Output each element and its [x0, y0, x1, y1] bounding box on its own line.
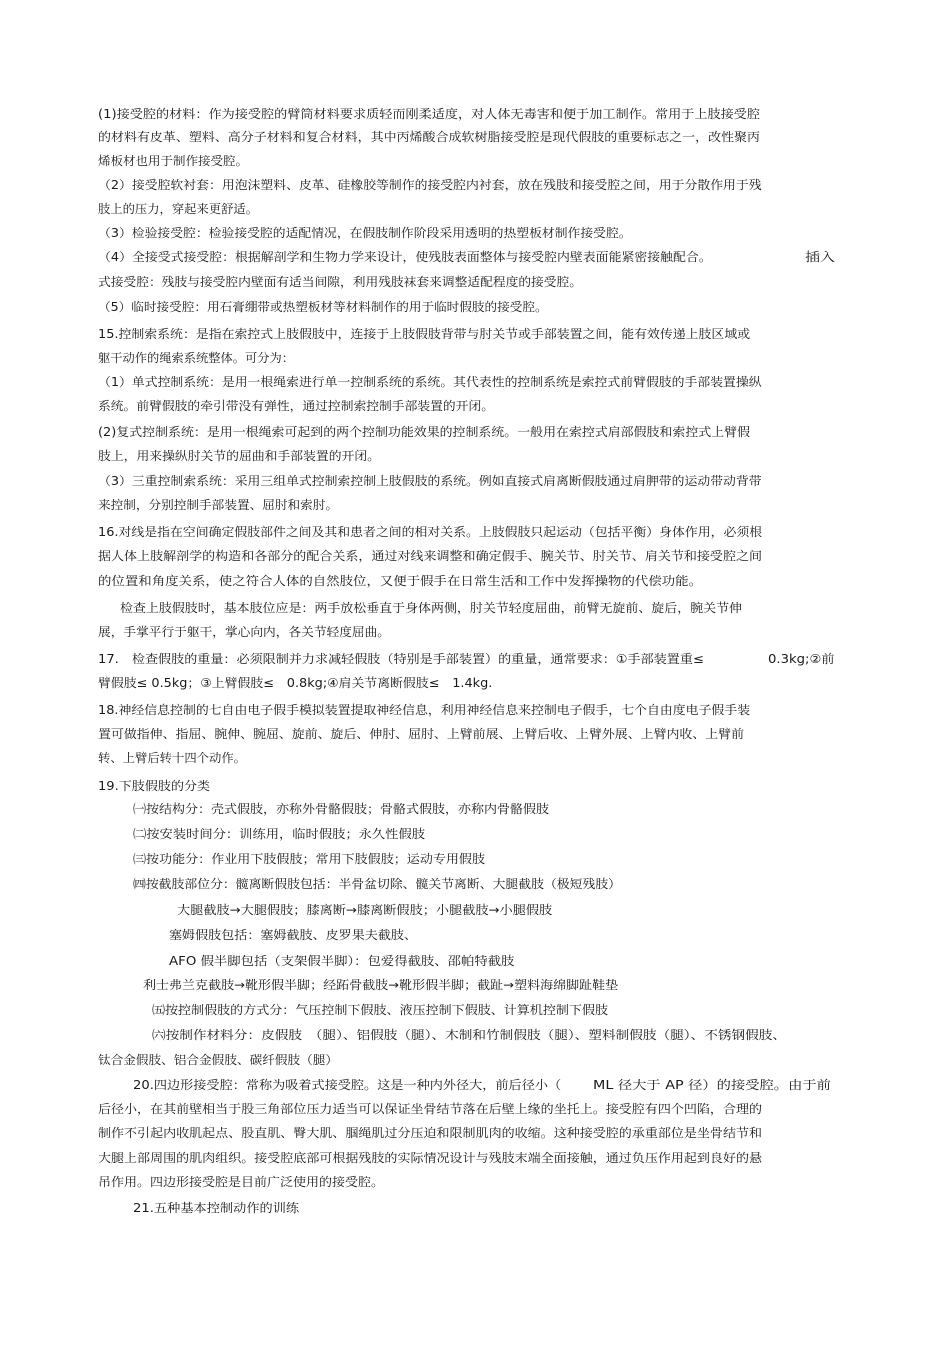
text-line-12: 躯干动作的绳索系统整体。可分为： [98, 351, 295, 365]
text-line-8: 插入 [805, 250, 836, 264]
text-line-35: 大腿截肢→大腿假肢；膝离断→膝离断假肢；小腿截肢→小腿假肢 [177, 903, 553, 917]
text-line-33: ㈢按功能分：作业用下肢假肢；常用下肢假肢；运动专用假肢 [133, 852, 486, 866]
text-line-41: 钛合金假肢、铝合金假肢、碳纤假肢（腿） [98, 1053, 339, 1067]
text-line-47: 吊作用。四边形接受腔是目前广泛使用的接受腔。 [98, 1175, 385, 1189]
text-line-16: 肢上，用来操纵肘关节的屈曲和手部装置的开闭。 [98, 449, 381, 463]
text-line-38: 利士弗兰克截肢→靴形假半脚；经跖骨截肢→靴形假半脚；截趾→塑料海绵脚趾鞋垫 [143, 978, 619, 992]
text-line-25: 0.3kg;②前 [768, 652, 835, 666]
text-line-45: 制作不引起内收肌起点、股直肌、臀大肌、腘绳肌过分压迫和限制肌肉的收缩。这种接受腔的承重部位是坐骨结节和 [98, 1126, 763, 1140]
text-line-3: 烯板材也用于制作接受腔。 [98, 154, 249, 168]
text-line-39: ㈤按控制假肢的方式分：气压控制下假肢、液压控制下假肢、计算机控制下假肢 [152, 1003, 609, 1017]
text-line-6: （3）检验接受腔：检验接受腔的适配情况，在假肢制作阶段采用透明的热塑板材制作接受腔。 [98, 226, 632, 240]
text-line-31: ㈠按结构分：壳式假肢，亦称外骨骼假肢；骨骼式假肢，亦称内骨骼假肢 [133, 802, 550, 816]
text-line-5: 肢上的压力，穿起来更舒适。 [98, 202, 259, 216]
text-line-7: （4）全接受式接受腔：根据解剖学和生物力学来设计，使残肢表面整体与接受腔内壁表面能紧密接触配合。 [98, 250, 712, 264]
text-line-10: （5）临时接受腔：用石膏绷带或热塑板材等材料制作的用于临时假肢的接受腔。 [98, 300, 548, 314]
text-line-18: 来控制，分别控制手部装置、屈肘和索肘。 [98, 498, 339, 512]
text-line-11: 15.控制索系统：是指在索控式上肢假肢中，连接于上肢假肢背带与肘关节或手部装置之间，能有效传递上肢区域或 [98, 327, 751, 341]
text-line-30: 19.下肢假肢的分类 [98, 779, 211, 793]
text-line-2: 的材料有皮革、塑料、高分子材料和复合材料，其中丙烯酸合成软树脂接受腔是现代假肢的重要标志之一，改性聚丙 [98, 130, 761, 144]
text-line-28: 置可做指伸、指屈、腕伸、腕屈、旋前、旋后、伸肘、屈肘、上臂前展、上臂后收、上臂外展、上臂内收、上臂前 [98, 727, 745, 741]
text-line-37: AFO 假半脚包括（支架假半脚）：包爱得截肢、邵帕特截肢 [169, 954, 515, 968]
text-line-13: （1）单式控制系统：是用一根绳索进行单一控制系统的系统。其代表性的控制系统是索控式前臂假肢的手部装置操纵 [98, 375, 762, 389]
text-line-4: （2）接受腔软衬套：用泡沫塑料、皮革、硅橡胶等制作的接受腔内衬套，放在残肢和接受腔之间，用于分散作用于残 [98, 178, 762, 192]
text-line-9: 式接受腔：残肢与接受腔内壁面有适当间隙，利用残肢袜套来调整适配程度的接受腔。 [98, 275, 583, 289]
text-line-1: (1)接受腔的材料：作为接受腔的臂筒材料要求质轻而刚柔适度，对人体无毒害和便于加工制作。常用于上肢接受腔 [98, 107, 761, 121]
text-line-26: 臂假肢≤ 0.5kg；③上臂假肢≤ 0.8kg;④肩关节离断假肢≤ 1.4kg. [98, 676, 493, 690]
text-line-17: （3）三重控制索系统：采用三组单式控制索控制上肢假肢的系统。例如直接式肩离断假肢通过肩胛带的运动带动背带 [98, 474, 762, 488]
text-line-22: 检查上肢假肢时，基本肢位应是：两手放松垂直于身体两侧，肘关节轻度屈曲，前臂无旋前、旋后，腕关节伸 [120, 601, 743, 615]
text-line-32: ㈡按安装时间分：训练用，临时假肢；永久性假肢 [133, 827, 426, 841]
text-line-34: ㈣按截肢部位分：髋离断假肢包括：半骨盆切除、髋关节离断、大腿截肢（极短残肢） [133, 877, 622, 891]
text-line-48: 21.五种基本控制动作的训练 [133, 1201, 300, 1215]
text-line-40: ㈥按制作材料分：皮假肢 （腿）、铝假肢（腿）、木制和竹制假肢（腿）、塑料制假肢（腿）、不锈钢假肢、 [152, 1028, 787, 1042]
text-line-14: 系统。前臂假肢的牵引带没有弹性，通过控制索控制手部装置的开闭。 [98, 399, 495, 413]
text-line-19: 16.对线是指在空间确定假肢部件之间及其和患者之间的相对关系。上肢假肢只起运动（包括平衡）身体作用，必须根 [98, 525, 763, 539]
text-line-44: 后径小，在其前壁相当于股三角部位压力适当可以保证坐骨结节落在后壁上缘的坐托上。接受腔有四个凹陷，合理的 [98, 1102, 763, 1116]
text-line-42: 20.四边形接受腔：常称为吸着式接受腔。这是一种内外径大，前后径小（ [133, 1078, 562, 1092]
text-line-27: 18.神经信息控制的七自由电子假手模拟装置提取神经信息，利用神经信息来控制电子假手，七个自由度电子假手装 [98, 703, 751, 717]
text-line-23: 展，手掌平行于躯干，掌心向内，各关节轻度屈曲。 [98, 625, 391, 639]
text-line-15: (2)复式控制系统：是用一根绳索可起到的两个控制功能效果的控制系统。一般用在索控式肩部假肢和索控式上臂假 [98, 425, 751, 439]
text-line-43: ML 径大于 AP 径）的接受腔。由于前 [593, 1078, 831, 1092]
text-line-46: 大腿上部周围的肌肉组织。接受腔底部可根据残肢的实际情况设计与残肢末端全面接触，通过负压作用起到良好的悬 [98, 1151, 763, 1165]
text-line-24: 17. 检查假肢的重量：必须限制并力求减轻假肢（特别是手部装置）的重量，通常要求：①手部装置重≤ [98, 652, 704, 666]
text-line-29: 转、上臂后转十四个动作。 [98, 751, 247, 765]
text-line-36: 塞姆假肢包括：塞姆截肢、皮罗果夫截肢、 [169, 928, 418, 942]
text-line-21: 的位置和角度关系，使之符合人体的自然肢位，又便于假手在日常生活和工作中发挥操物的代偿功能。 [98, 574, 703, 588]
text-line-20: 据人体上肢解剖学的构造和各部分的配合关系，通过对线来调整和确定假手、腕关节、肘关节、肩关节和接受腔之间 [98, 549, 763, 563]
